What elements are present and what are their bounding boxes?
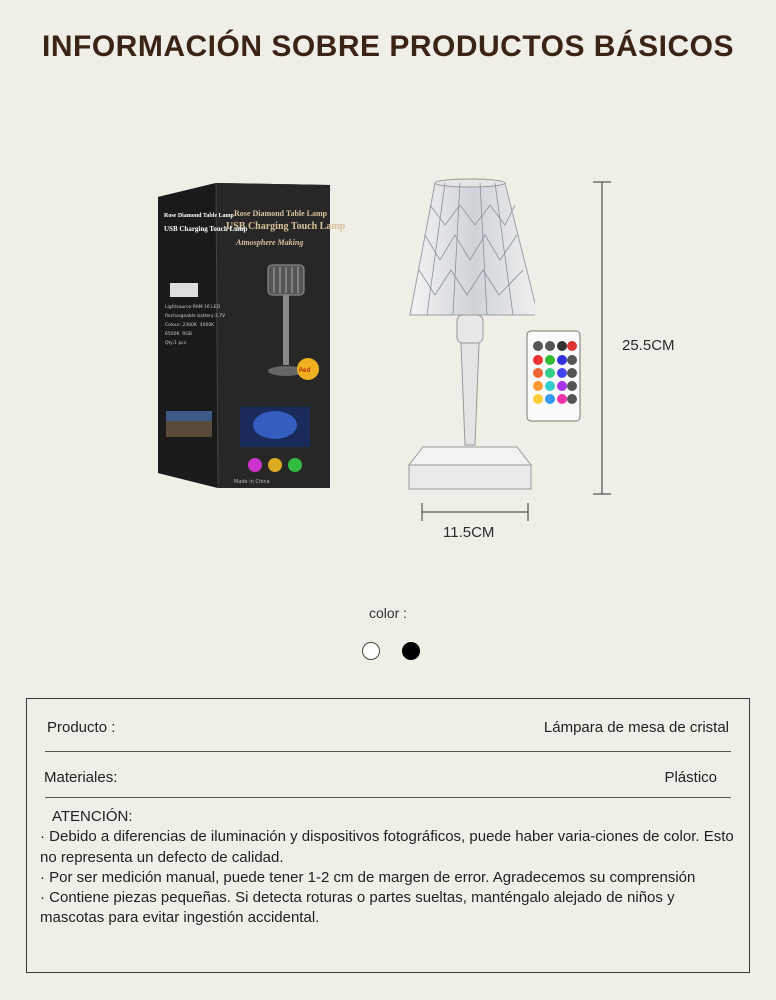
color-swatch-black[interactable] xyxy=(402,642,420,660)
materials-label: Materiales: xyxy=(44,769,118,786)
attention-notes xyxy=(40,807,734,929)
height-dimension-label: 25.5CM xyxy=(622,337,675,354)
note-item: · Contiene piezas pequeñas. Si detecta roturas o partes sueltas, manténgalo alejado de niños y mascotas para evitar ingestión accidental. xyxy=(40,889,675,927)
table-row-materials xyxy=(45,751,731,798)
lamp-graphic xyxy=(405,175,535,495)
width-dimension-label: 11.5CM xyxy=(443,524,495,541)
box-side-line2: USB Charging Touch Lamp xyxy=(164,225,248,233)
product-box-image xyxy=(158,183,346,488)
box-specs: Lightsource:RAM 16 LED Rechargeable battery:3.7V Colour: 2300K 4000K 6500K RGB Qty:1 pcs xyxy=(165,305,226,346)
remote-graphic xyxy=(526,330,581,422)
box-title-line2: USB Charging Touch Lamp xyxy=(226,221,346,232)
color-label: color : xyxy=(368,605,408,621)
box-title-line3: Atmosphere Making xyxy=(236,238,304,247)
product-label: Producto : xyxy=(47,719,116,736)
materials-value: Plástico xyxy=(664,769,717,786)
product-value: Lámpara de mesa de cristal xyxy=(543,719,729,736)
box-made-in: Made in China xyxy=(234,479,270,485)
attention-title: ATENCIÓN: xyxy=(52,808,133,825)
svg-text:Red: Red xyxy=(299,367,311,374)
color-swatch-white[interactable] xyxy=(362,642,380,660)
note-item: · Debido a diferencias de iluminación y dispositivos fotográficos, puede haber varia-ciones de color. Esto no representa un defecto de calidad. xyxy=(40,828,734,866)
page-title: INFORMACIÓN SOBRE PRODUCTOS BÁSICOS xyxy=(42,30,734,63)
note-item: · Por ser medición manual, puede tener 1-2 cm de margen de error. Agradecemos su comprensión xyxy=(40,868,696,886)
box-side-line1: Rose Diamond Table Lamp xyxy=(164,213,234,219)
box-title-line1: Rose Diamond Table Lamp xyxy=(234,209,328,218)
remote-control-image xyxy=(526,330,581,422)
product-info-table xyxy=(26,698,750,973)
table-row-product xyxy=(45,699,731,752)
crystal-lamp-image xyxy=(405,175,535,495)
